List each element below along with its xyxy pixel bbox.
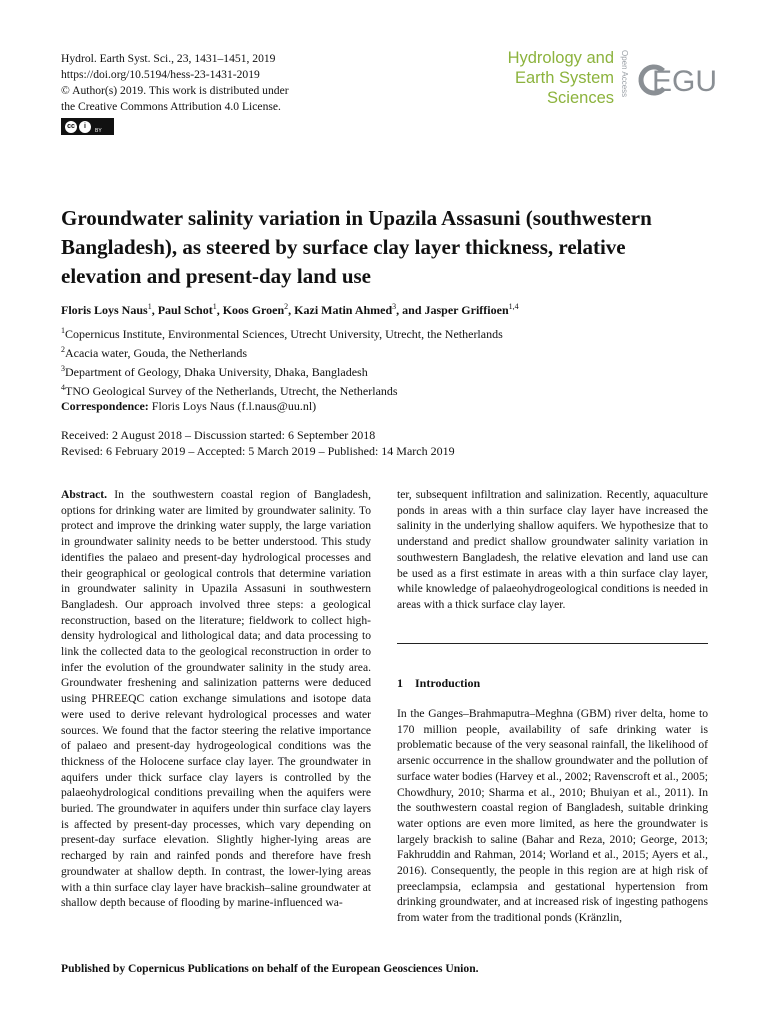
dates-line-published: Revised: 6 February 2019 – Accepted: 5 March 2019 – Published: 14 March 2019 (61, 444, 455, 458)
affiliation-text: Department of Geology, Dhaka University, Dhaka, Bangladesh (65, 365, 368, 379)
abstract-column-left (61, 487, 371, 911)
open-access-text: Open Access (620, 50, 629, 98)
correspondence-contact[interactable]: Floris Loys Naus (f.l.naus@uu.nl) (151, 399, 317, 413)
author-name: Kazi Matin Ahmed (294, 303, 393, 317)
affiliation-text: Copernicus Institute, Environmental Sciences, Utrecht University, Utrecht, the Netherlands (65, 327, 503, 341)
paper-title: Groundwater salinity variation in Upazila Assasuni (southwestern Bangladesh), as steered by surface clay layer thickness, relative elevation and present-day land use (61, 206, 652, 288)
egu-logo-text: EGU (652, 65, 718, 98)
correspondence (61, 399, 316, 414)
author-name: Koos Groen (222, 303, 285, 317)
journal-name-line-1: Hydrology and (507, 49, 614, 67)
abstract-column-right (397, 487, 708, 613)
introduction-paragraph: In the Ganges–Brahmaputra–Meghna (GBM) river delta, home to 170 million people, availability of safe drinking water is problematic because of the very seasonal rainfall, the likelihood of arsenic occurrence in the shallow groundwater and the pollution of surface water bodies (Harvey et al., 2002; Ravenscroft et al., 2005; Chowdhury, 2010; Sharma et al., 2010; Bhuiyan et al., 2011). In the southwestern coastal region of Bangladesh, suitable drinking water options are even more limited, as here the groundwater is largely brackish to saline (Bahar and Reza, 2010; George, 2013; Fakhruddin and Rahman, 2014; Worland et al., 2015; Ayers et al., 2016). Consequently, the people in this region are at high risk of preeclampsia, eclampsia and gestational hypertension from drinking groundwater, and at increased risk of ingesting pathogens from water from the traditional ponds (Kränzlin, (397, 707, 708, 925)
author-separator: , (216, 303, 223, 317)
introduction-body (397, 706, 708, 926)
affiliation-text: Acacia water, Gouda, the Netherlands (65, 346, 248, 360)
journal-name-line-2: Earth System (514, 69, 614, 87)
author-separator: , (151, 303, 158, 317)
author-separator: , and (396, 303, 425, 317)
author-affiliation-number: 1 (212, 302, 217, 311)
abstract-text: In the southwestern coastal region of Bangladesh, options for drinking water are limited by groundwater salinity. To protect and improve the drinking water supply, the large variation in groundwater salinity needs to be better understood. This study identifies the palaeo and present-day hydrological processes and their geographical or geological controls that determine variation in groundwater salinity in Upazila Assasuni in southwestern Bangladesh. Our approach involved three steps: a geological reconstruction, based on the literature; fieldwork to collect high-density hydrological and lithological data; and data processing to link the collected data to the geological reconstruction in order to infer the evolution of the groundwater salinity in the study area. Groundwater freshening and salinization patterns were deduced using PHREEQC cation exchange simulations and isotope data were used to derive relevant hydrological processes and water sources. We found that the factor steering the relative importance of palaeo and present-day hydrogeological conditions was the thickness of the Holocene surface clay layer. The groundwater in aquifers under thick surface clay layers is controlled by the palaeohydrological conditions prevailing when the aquifers were buried. The groundwater in aquifers under thin surface clay layers is affected by present-day processes, which vary depending on present-day surface elevation. Slightly higher-lying areas are recharged by rain and rainfed ponds and therefore have fresh groundwater at shallow depth. In contrast, the lower-lying areas with a thin surface clay layer have brackish–saline groundwater at shallow depth because of flooding by marine-influenced wa- (61, 488, 371, 910)
journal-citation-block (61, 51, 289, 135)
journal-name-line-3: Sciences (547, 89, 614, 107)
correspondence-label: Correspondence: (61, 399, 149, 413)
author-affiliation-number: 3 (392, 302, 397, 311)
abstract-divider (397, 643, 708, 644)
affiliation-item (61, 361, 503, 380)
author-list (61, 302, 519, 318)
affiliation-item (61, 342, 503, 361)
author-name: Floris Loys Naus (61, 303, 148, 317)
author-name: Jasper Griffioen (424, 303, 509, 317)
journal-name (508, 48, 614, 108)
abstract-label: Abstract. (61, 488, 108, 501)
egu-logo (636, 56, 718, 106)
open-access-label (618, 50, 632, 110)
affiliation-number: 2 (61, 345, 65, 354)
affiliation-item (61, 323, 503, 342)
publisher-footer: Published by Copernicus Publications on behalf of the European Geosciences Union. (61, 962, 479, 975)
cc-icon: cc (65, 121, 77, 133)
abstract-paragraph (61, 487, 371, 911)
section-heading-introduction (397, 676, 480, 691)
section-number: 1 (397, 676, 403, 690)
license-line: the Creative Commons Attribution 4.0 License. (61, 100, 281, 113)
author-affiliation-number: 1,4 (508, 302, 519, 311)
affiliation-number: 3 (61, 364, 65, 373)
by-mark: BY (95, 127, 102, 134)
author-separator: , (288, 303, 295, 317)
publication-dates (61, 427, 455, 459)
affiliation-number: 1 (61, 326, 65, 335)
dates-line-received: Received: 2 August 2018 – Discussion started: 6 September 2018 (61, 428, 376, 442)
attribution-person-icon: i (79, 121, 91, 133)
cc-by-license-icon[interactable] (61, 118, 114, 135)
citation-line: Hydrol. Earth Syst. Sci., 23, 1431–1451, 2019 (61, 52, 276, 65)
author-name: Paul Schot (157, 303, 213, 317)
copyright-line: © Author(s) 2019. This work is distributed under (61, 84, 289, 97)
author-affiliation-number: 1 (147, 302, 152, 311)
affiliation-text: TNO Geological Survey of the Netherlands, Utrecht, the Netherlands (65, 384, 398, 398)
abstract-continuation: ter, subsequent infiltration and salinization. Recently, aquaculture ponds in areas with a thin surface clay layer have increased the salinity in the underlying shallow aquifers. We hypothesize that to understand and predict shallow groundwater salinity variation in southwestern Bangladesh, the relative elevation and land use can be used as a first estimate in areas with a thin surface clay layer, while knowledge of palaeohydrogeological conditions is needed in areas with a thick surface clay layer. (397, 488, 708, 611)
section-title: Introduction (415, 676, 481, 690)
author-affiliation-number: 2 (284, 302, 289, 311)
affiliation-number: 4 (61, 383, 65, 392)
affiliation-list (61, 323, 503, 399)
affiliation-item (61, 380, 503, 399)
doi-link[interactable]: https://doi.org/10.5194/hess-23-1431-2019 (61, 68, 260, 81)
